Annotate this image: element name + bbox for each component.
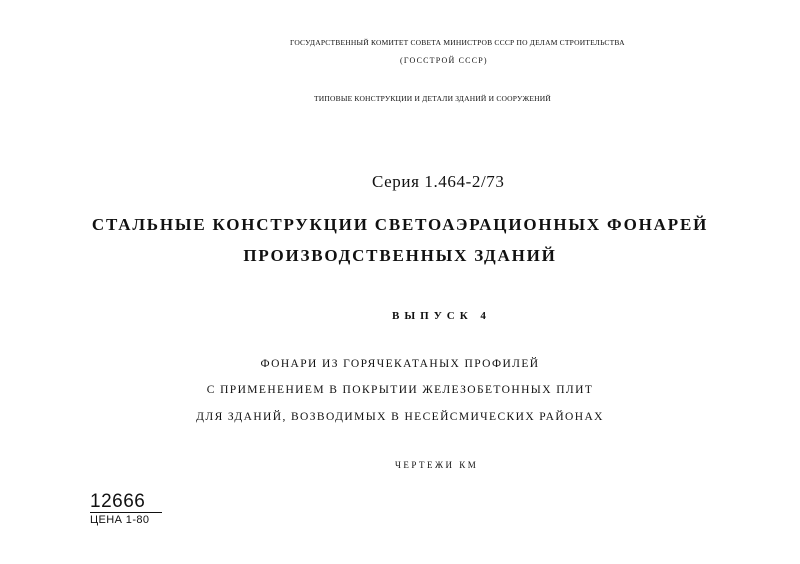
subtitle-line-3: ДЛЯ ЗДАНИЙ, ВОЗВОДИМЫХ В НЕСЕЙСМИЧЕСКИХ РАЙОНАХ bbox=[196, 411, 604, 423]
issue-number: ВЫПУСК 4 bbox=[392, 310, 491, 322]
agency-heading: ГОСУДАРСТВЕННЫЙ КОМИТЕТ СОВЕТА МИНИСТРОВ СССР ПО ДЕЛАМ СТРОИТЕЛЬСТВА bbox=[290, 38, 625, 47]
series-number: Серия 1.464-2/73 bbox=[372, 172, 505, 191]
document-title-line-2: ПРОИЗВОДСТВЕННЫХ ЗДАНИЙ bbox=[243, 246, 557, 265]
subtitle-line-2: С ПРИМЕНЕНИЕМ В ПОКРЫТИИ ЖЕЛЕЗОБЕТОННЫХ ПЛИТ bbox=[206, 384, 594, 396]
document-title-line-1: СТАЛЬНЫЕ КОНСТРУКЦИИ СВЕТОАЭРАЦИОННЫХ ФОНАРЕЙ bbox=[91, 215, 709, 234]
agency-abbreviation: (ГОССТРОЙ СССР) bbox=[400, 56, 488, 65]
catalog-heading: ТИПОВЫЕ КОНСТРУКЦИИ И ДЕТАЛИ ЗДАНИЙ И СООРУЖЕНИЙ bbox=[314, 94, 551, 103]
price-label: ЦЕНА 1-80 bbox=[90, 514, 150, 526]
inventory-number: 12666 bbox=[90, 491, 146, 512]
inventory-stamp bbox=[90, 492, 180, 526]
stamp-underline bbox=[90, 512, 162, 513]
drawings-label: ЧЕРТЕЖИ КМ bbox=[395, 460, 479, 470]
subtitle-line-1: ФОНАРИ ИЗ ГОРЯЧЕКАТАНЫХ ПРОФИЛЕЙ bbox=[260, 358, 540, 370]
